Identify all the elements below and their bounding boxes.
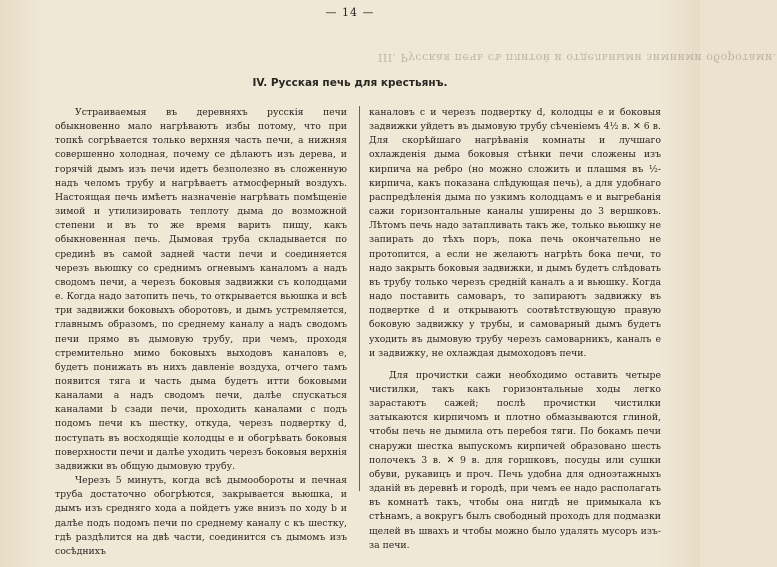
section-title: IV. Русская печь для крестьянъ.: [252, 77, 448, 89]
bleed-through-text: III. Русская печь съ плитой и отдельными зимними оборотами.: [378, 51, 777, 64]
paragraph: Черезъ 5 минутъ, когда всѣ дымообороты и печная труба достаточно обогрѣются, закрывается вьюшка, и дымъ изъ средняго хода a пойдетъ уже внизъ по ходу b и далѣе подъ подомъ печи по среднему каналу c къ шестку, гдѣ раздѣлится на двѣ части, соединится съ дымомъ изъ сосѣднихъ: [55, 475, 347, 557]
paragraph: каналовъ c и черезъ подвертку d, колодцы e и боковыя задвижки уйдетъ въ дымовую трубу сѣченіемъ 4½ в. ✕ 6 в. Для скорѣйшаго нагрѣванія комнаты и лучшаго охлажденія дыма боковыя стѣнки печи сложены изъ кирпича на ребро (но можно сложить и плашмя въ ½-кирпича, какъ показана слѣдующая печь), а для удобнаго распредѣленія дыма по узкимъ колодцамъ e и выгребанія сажи горизонтальные каналы уширены до 3 вершковъ. Лѣтомъ печь надо затапливать такъ же, только вьюшку не запирать до тѣхъ поръ, пока печь окончательно не протопится, а если не желаютъ нагрѣть бока печи, то надо закрыть боковыя задвижки, и дымъ будетъ слѣдовать въ трубу только черезъ средній каналъ a и вьюшку. Когда надо поставить самоваръ, то запираютъ задвижку въ подвертке d и открываютъ соотвѣтствующую правую боковую задвижку у трубы, и самоварный дымъ будетъ уходить въ дымовую трубу черезъ самоварникъ, каналъ e и задвижку, не охлаждая дымоходовъ печи.: [369, 107, 661, 359]
page-number: — 14 —: [325, 6, 375, 19]
paragraph: Устраиваемыя въ деревняхъ русскія печи обыкновенно мало нагрѣваютъ избы потому, что при топкѣ согрѣвается только верхняя часть печи, а нижняя совершенно холодная, почему се дѣлаютъ изъ дерева, и горячій дымъ изъ печи идетъ безполезно въ сложенную надъ челомъ трубу и нагрѣваетъ атмосферный воздухъ. Настоящая печь имѣетъ назначеніе нагрѣвать помѣщеніе зимой и утилизировать теплоту дыма до возможной степени и въ то же время варить пищу, какъ обыкновенная печь. Дымовая труба складывается по срединѣ въ самой задней части печи и соединяется черезъ вьюшку со среднимъ огневымъ каналомъ a надъ сводомъ печи, а черезъ боковыя задвижки съ колодцами e. Когда надо затопить печь, то открывается вьюшка и всѣ три задвижки боковыхъ оборотовъ, и дымъ устремляется, главнымъ образомъ, по среднему каналу a надъ сводомъ печи прямо въ дымовую трубу, при чемъ, проходя стремительно мимо боковыхъ выходовъ каналовъ e, будетъ понижать въ нихъ давленіе воздуха, отчего тамъ появится тяга и часть дыма будетъ итти боковыми каналами a надъ сводомъ печи, далѣе спускаться каналами b сзади печи, проходить каналами c подъ подомъ печи къ шестку, откуда, черезъ подвертку d, поступать въ восходящіе колодцы e и обогрѣвать боковыя поверхности печи и далѣе уходить черезъ боковыя верхнія задвижки въ общую дымовую трубу.: [55, 107, 347, 472]
paragraph: Для прочистки сажи необходимо оставить четыре чистилки, такъ какъ горизонтальные ходы легко зарастаютъ сажей; послѣ прочистки чистилки затыкаются кирпичомъ и плотно обмазываются глиной, чтобы печь не дымила отъ перебоя тяги. По бокамъ печи снаружи шестка выпускомъ кирпичей образовано шесть полочекъ 3 в. ✕ 9 в. для горшковъ, посуды или сушки обуви, рукавицъ и проч. Печь удобна для одноэтажныхъ зданій въ деревнѣ и городѣ, при чемъ ее надо располагать въ комнатѣ такъ, чтобы она нигдѣ не примыкала къ стѣнамъ, а вокругъ былъ свободный проходъ для подмазки щелей въ швахъ и чтобы можно было удалять мусоръ изъ-за печи.: [369, 369, 661, 551]
paragraph-gap: [369, 361, 661, 369]
column-divider: [359, 106, 360, 491]
right-column: [369, 106, 661, 553]
left-column: [55, 106, 347, 559]
